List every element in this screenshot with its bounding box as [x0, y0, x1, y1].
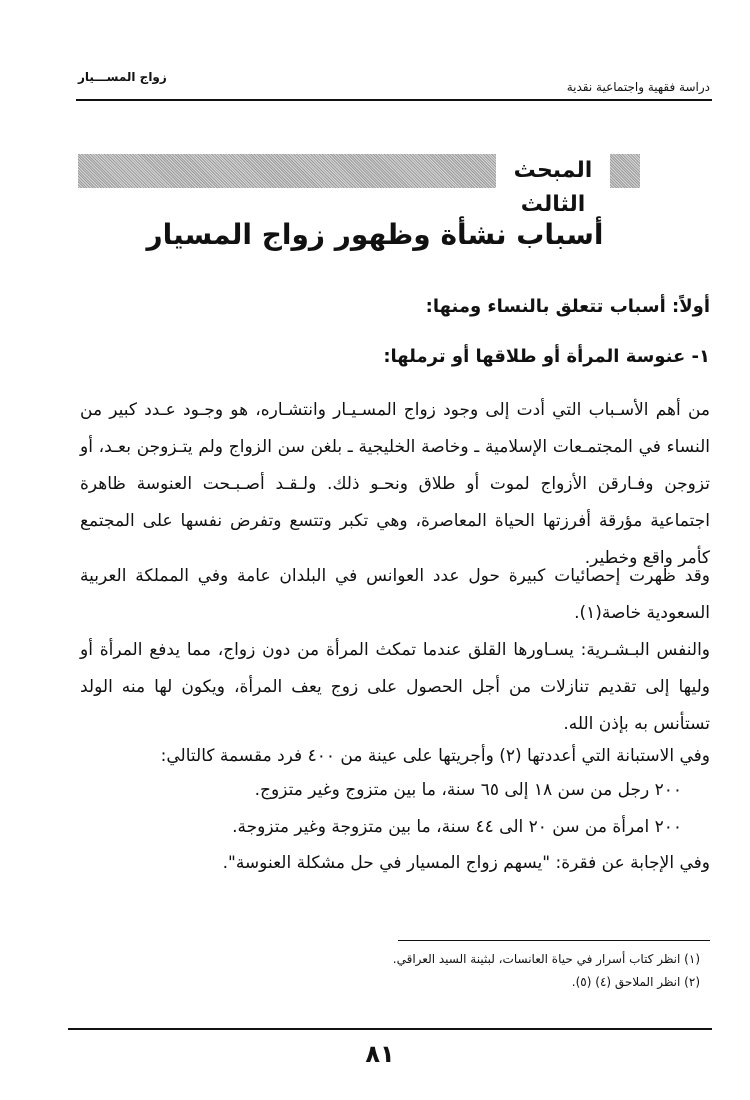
heading-item1: ١- عنوسة المرأة أو طلاقها أو ترملها:	[383, 346, 710, 367]
footnote-2: (٢) انظر الملاحق (٤) (٥).	[571, 975, 700, 989]
list-item: ٢٠٠ رجل من سن ١٨ إلى ٦٥ سنة، ما بين متزوج وغير متزوج.	[254, 780, 682, 800]
paragraph-1: من أهم الأسـباب التي أدت إلى وجود زواج المسـيـار وانتشـاره، هو وجـود عـدد كبير من النساء في المجتمـعات الإسلامية ـ وخاصة الخليجية ـ بلغن سن الزواج ولم يتـزوجن بعـد، أو تزوجن وفـارقن الأزواج لموت أو طلاق ونحـو ذلك. ولـقـد أصـبـحت العنوسة ظاهرة اجتماعية مؤرقة أفرزتها الحياة المعاصرة، وهي تكبر وتتسع وتفرض نفسها على المجتمع كأمر واقع وخطير.	[80, 400, 710, 568]
running-header-subtitle: دراسة فقهية واجتماعية نقدية	[566, 80, 710, 94]
footnote-divider	[398, 940, 710, 941]
section-label: المبحث الثالث	[513, 158, 593, 217]
paragraph-3: والنفس البـشـرية: يسـاورها القلق عندما تمكث المرأة من دون زواج، مما يدفع المرأة أو وليها إلى تقديم تنازلات من أجل الحصول على زوج يعف المرأة، ويكون لها منه الولد تستأنس به بإذن الله.	[80, 640, 710, 734]
footer-divider	[68, 1028, 712, 1030]
paragraph-2: وقد ظهرت إحصائيات كبيرة حول عدد العوانس في البلدان عامة وفي المملكة العربية السعودية خاصة(١).	[80, 566, 710, 623]
paragraph-4: وفي الاستبانة التي أعددتها (٢) وأجريتها على عينة من ٤٠٠ فرد مقسمة كالتالي:	[160, 746, 710, 766]
running-header-book-title: زواج المســـيار	[78, 70, 167, 84]
section-title: أسباب نشأة وظهور زواج المسيار	[146, 218, 604, 251]
section-band-right	[610, 154, 640, 188]
header-divider	[76, 99, 712, 101]
section-band-left	[78, 154, 496, 188]
closing-paragraph: وفي الإجابة عن فقرة: "يسهم زواج المسيار في حل مشكلة العنوسة".	[222, 853, 710, 873]
heading-first: أولاً: أسباب تتعلق بالنساء ومنها:	[425, 296, 710, 317]
footnote-1: (١) انظر كتاب أسرار في حياة العانسات، لبثينة السيد العراقي.	[392, 952, 700, 966]
list-item: ٢٠٠ امرأة من سن ٢٠ الى ٤٤ سنة، ما بين متزوجة وغير متزوجة.	[232, 817, 682, 837]
page-number: ٨١	[365, 1040, 395, 1068]
